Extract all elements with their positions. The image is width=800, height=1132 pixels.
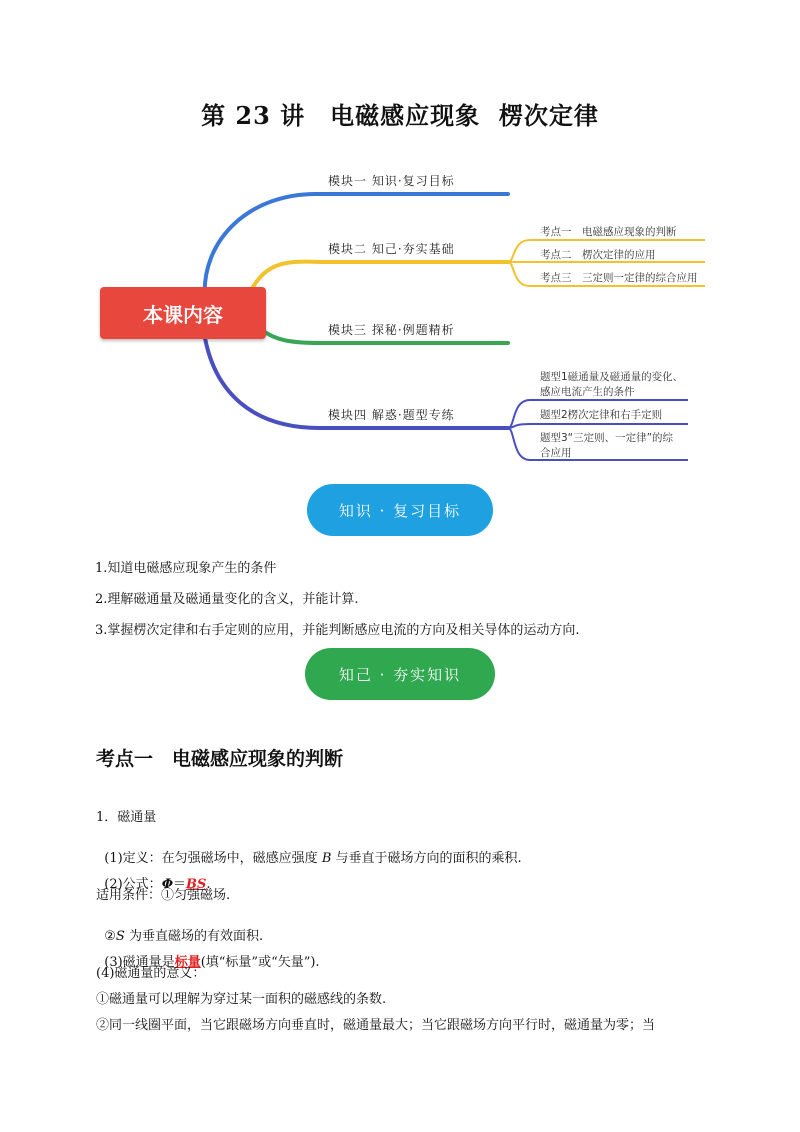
formula-period: . [206,877,211,892]
definition-text-a: (1)定义：在匀强磁场中，磁感应强度 [104,851,322,866]
branch-4-sub-3a: 题型3“三定则、一定律”的综 [540,432,674,444]
knowledge-banner: 知己 · 夯实知识 [305,648,495,700]
branch-2-sub-2: 考点二 楞次定律的应用 [540,249,656,261]
line-meaning-2: ②同一线圈平面，当它跟磁场方向垂直时，磁通量最大；当它跟磁场方向平行时，磁通量为零；当 [96,1018,656,1033]
branch-2-connector [250,262,508,292]
branch-4-sub-1b: 感应电流产生的条件 [540,386,635,398]
branch-4-sub-1a: 题型1磁通量及磁通量的变化、 [540,371,684,383]
goal-3: 3.掌握楞次定律和右手定则的应用，并能判断感应电流的方向及相关导体的运动方向. [95,623,580,638]
formula-label: (2)公式： [104,877,162,892]
scalar-prefix: (3)磁通量是 [104,955,175,970]
page-title: 第 23 讲 电磁感应现象 楞次定律 [201,101,599,130]
line-meaning-1: ①磁通量可以理解为穿过某一面积的磁感线的条数. [96,992,387,1007]
goal-2: 2.理解磁通量及磁通量变化的含义，并能计算. [95,592,359,607]
effective-area-text: 为垂直磁场的有效面积. [124,929,264,944]
section-heading: 考点一 电磁感应现象的判断 [96,748,344,770]
goals-banner: 知识 · 复习目标 [307,484,493,536]
circled-2: ② [104,929,116,944]
formula-answer: BS [186,877,207,892]
branch-2-label: 模块二 知己·夯实基础 [328,242,455,256]
line-meaning: (4)磁通量的意义： [96,966,206,981]
scalar-suffix: (填“标量”或“矢量”). [200,955,320,970]
mindmap-center: 本课内容 [100,287,266,339]
symbol-phi: Φ [161,877,174,892]
definition-text-b: 与垂直于磁场方向的面积的乘积. [331,851,522,866]
branch-3-label: 模块三 探秘·例题精析 [328,323,455,337]
branch-1-label: 模块一 知识·复习目标 [328,174,455,188]
branch-4-sub-3b: 合应用 [540,447,572,459]
symbol-s: S [115,929,125,944]
line-condition: 适用条件：①匀强磁场. [96,888,231,903]
equals-sign: ＝ [173,877,187,892]
line-magnetic-flux: 1．磁通量 [96,810,157,825]
symbol-b: B [321,851,332,866]
branch-2-sub-3: 考点三 三定则一定律的综合应用 [540,272,698,284]
scalar-answer: 标量 [174,955,201,970]
branch-4-sub-2: 题型2楞次定律和右手定则 [540,409,663,421]
branch-4-label: 模块四 解惑·题型专练 [328,408,455,422]
branch-2-sub-1: 考点一 电磁感应现象的判断 [540,226,677,238]
goal-1: 1.知道电磁感应现象产生的条件 [95,561,277,576]
